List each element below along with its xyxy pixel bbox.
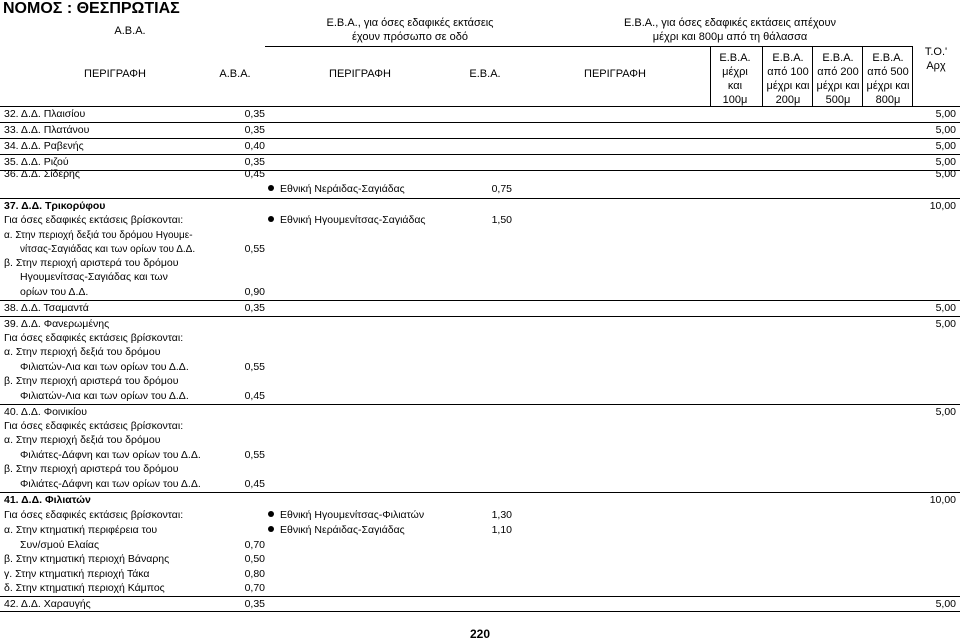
bullet-icon [268,526,274,532]
sub-col-3-l2: από 200 [817,66,859,78]
sub-col-2-l2: από 100 [767,66,809,78]
header-to-1: Τ.Ο.' [924,46,948,58]
row-sep [0,596,960,597]
row-41-road-2-label: Εθνική Νεράιδας-Σαγιάδας [280,524,405,536]
row-41-name: 41. Δ.Δ. Φιλιατών [4,494,91,506]
row-41-g-val: 0,80 [244,568,265,580]
row-41-to: 10,00 [929,494,956,506]
row-37-to: 10,00 [929,200,956,212]
row-sep [0,316,960,317]
row-40-b-val: 0,45 [244,478,265,490]
row-39-a-val: 0,55 [244,361,265,373]
row-37-road [268,214,425,227]
vline-sub-2 [762,46,763,107]
row-41-eba-2: 1,10 [491,524,512,536]
row-32-aba: 0,35 [244,108,265,120]
header-roadside-title-1: Ε.Β.Α., για όσες εδαφικές εκτάσεις [326,17,494,29]
row-37-b2: Ηγουμενίτσας-Σαγιάδας και των [20,271,168,283]
vline-sub-1 [710,46,711,107]
sub-col-4-l4: 800μ [875,94,901,106]
row-41-road-1-label: Εθνική Ηγουμενίτσας-Φιλιατών [280,509,425,521]
row-41-eba-1: 1,30 [491,509,512,521]
bullet-icon [268,185,274,191]
page-title: ΝΟΜΟΣ : ΘΕΣΠΡΩΤΙΑΣ [3,0,180,17]
row-36-name: 36. Δ.Δ. Σίδερης [4,168,80,180]
row-40-name: 40. Δ.Δ. Φοινικίου [4,406,88,418]
header-sea-title-1: Ε.Β.Α., για όσες εδαφικές εκτάσεις απέχουν [624,17,836,29]
row-33-aba: 0,35 [244,124,265,136]
row-35-name: 35. Δ.Δ. Ριζού [4,156,69,168]
header-rule-bottom [0,106,960,107]
row-sep [0,154,960,155]
row-40-b2: Φιλιάτες-Δάφνη και των ορίων του Δ.Δ. [20,478,201,490]
row-42-aba: 0,35 [244,598,265,610]
sub-col-4-l1: Ε.Β.Α. [872,52,904,64]
row-34-name: 34. Δ.Δ. Ραβενής [4,140,84,152]
row-34-to: 5,00 [935,140,956,152]
row-35-to: 5,00 [935,156,956,168]
row-33-name: 33. Δ.Δ. Πλατάνου [4,124,90,136]
row-sep [0,170,960,171]
row-39-a1: α. Στην περιοχή δεξιά του δρόμου [4,346,161,358]
row-36-aba: 0,45 [244,168,265,180]
row-33-to: 5,00 [935,124,956,136]
row-40-a2: Φιλιάτες-Δάφνη και των ορίων του Δ.Δ. [20,449,201,461]
bullet-icon [268,216,274,222]
row-39-b-val: 0,45 [244,390,265,402]
row-36-road [268,183,405,196]
sub-col-1-l3: και [727,80,743,92]
row-39-intro: Για όσες εδαφικές εκτάσεις βρίσκονται: [4,332,184,344]
row-37-a2: νίτσας-Σαγιάδας και των ορίων του Δ.Δ. [20,244,196,255]
row-41-intro: Για όσες εδαφικές εκτάσεις βρίσκονται: [4,509,184,521]
row-37-b3: ορίων του Δ.Δ. [20,286,89,298]
header-roadside-title-2: έχουν πρόσωπο σε οδό [352,31,468,43]
row-sep [0,492,960,493]
row-41-road-1 [268,509,424,522]
row-41-d1: δ. Στην κτηματική περιοχή Κάμπος [4,582,165,594]
header-to-2: Αρχ [926,60,946,72]
row-37-b-val: 0,90 [244,286,265,298]
row-34-aba: 0,40 [244,140,265,152]
header-aba-top: Α.Β.Α. [114,25,146,37]
row-sep [0,611,960,612]
row-37-road-label: Εθνική Ηγουμενίτσας-Σαγιάδας [280,214,426,226]
row-36-to: 5,00 [935,168,956,180]
sub-col-3-l4: 500μ [825,94,851,106]
row-sep [0,404,960,405]
row-40-a1: α. Στην περιοχή δεξιά του δρόμου [4,434,161,446]
sub-col-4-l3: μέχρι και [866,80,910,92]
vline-sub-3 [812,46,813,107]
row-35-aba: 0,35 [244,156,265,168]
row-sep [0,138,960,139]
header-aba: Α.Β.Α. [219,68,251,80]
row-41-road-2 [268,524,405,537]
sub-col-4-l2: από 500 [867,66,909,78]
row-sep [0,198,960,199]
row-39-b1: β. Στην περιοχή αριστερά του δρόμου [4,375,179,387]
row-38-name: 38. Δ.Δ. Τσαμαντά [4,302,89,314]
sub-col-1-l2: μέχρι [722,66,748,78]
sub-col-1-l4: 100μ [722,94,748,106]
sub-col-2-l1: Ε.Β.Α. [772,52,804,64]
header-sea-title-2: μέχρι και 800μ από τη θάλασσα [652,31,808,43]
row-38-aba: 0,35 [244,302,265,314]
row-41-a2: Συν/σμού Ελαίας [20,539,100,551]
sub-col-1-l1: Ε.Β.Α. [719,52,751,64]
row-41-d-val: 0,70 [244,582,265,594]
row-42-to: 5,00 [935,598,956,610]
row-37-a-val: 0,55 [244,243,265,255]
vline-sub-5 [912,46,913,107]
row-39-name: 39. Δ.Δ. Φανερωμένης [4,318,110,330]
header-desc-3: ΠΕΡΙΓΡΑΦΗ [584,68,646,80]
sub-col-3-l1: Ε.Β.Α. [822,52,854,64]
header-desc-1: ΠΕΡΙΓΡΑΦΗ [84,68,146,80]
sub-col-2-l3: μέχρι και [766,80,810,92]
row-37-intro: Για όσες εδαφικές εκτάσεις βρίσκονται: [4,214,184,226]
row-39-b2: Φιλιατών-Λια και των ορίων του Δ.Δ. [20,390,189,402]
row-41-g1: γ. Στην κτηματική περιοχή Τάκα [4,568,150,580]
header-desc-2: ΠΕΡΙΓΡΑΦΗ [329,68,391,80]
sub-col-2-l4: 200μ [775,94,801,106]
row-38-to: 5,00 [935,302,956,314]
row-36-eba: 0,75 [491,183,512,195]
row-37-name: 37. Δ.Δ. Τρικορύφου [4,200,106,212]
row-37-b1: β. Στην περιοχή αριστερά του δρόμου [4,257,179,269]
vline-sub-4 [862,46,863,107]
row-41-a-val: 0,70 [244,539,265,551]
row-40-b1: β. Στην περιοχή αριστερά του δρόμου [4,463,179,475]
row-42-name: 42. Δ.Δ. Χαραυγής [4,598,91,610]
row-41-b1: β. Στην κτηματική περιοχή Βάναρης [4,553,170,565]
row-40-a-val: 0,55 [244,449,265,461]
row-sep [0,122,960,123]
row-37-eba: 1,50 [491,214,512,226]
row-40-intro: Για όσες εδαφικές εκτάσεις βρίσκονται: [4,420,184,432]
row-32-to: 5,00 [935,108,956,120]
row-37-a1: α. Στην περιοχή δεξιά του δρόμου Ηγουμε- [4,230,193,241]
row-32-name: 32. Δ.Δ. Πλαισίου [4,108,86,120]
sub-col-3-l3: μέχρι και [816,80,860,92]
row-41-b-val: 0,50 [244,553,265,565]
row-sep [0,300,960,301]
page-number: 220 [469,627,491,641]
header-rule-1 [265,46,912,47]
row-40-to: 5,00 [935,406,956,418]
row-39-to: 5,00 [935,318,956,330]
bullet-icon [268,511,274,517]
row-41-a1: α. Στην κτηματική περιφέρεια του [4,524,158,536]
row-36-road-label: Εθνική Νεράιδας-Σαγιάδας [280,183,405,195]
row-39-a2: Φιλιατών-Λια και των ορίων του Δ.Δ. [20,361,189,373]
header-eba: Ε.Β.Α. [469,68,501,80]
